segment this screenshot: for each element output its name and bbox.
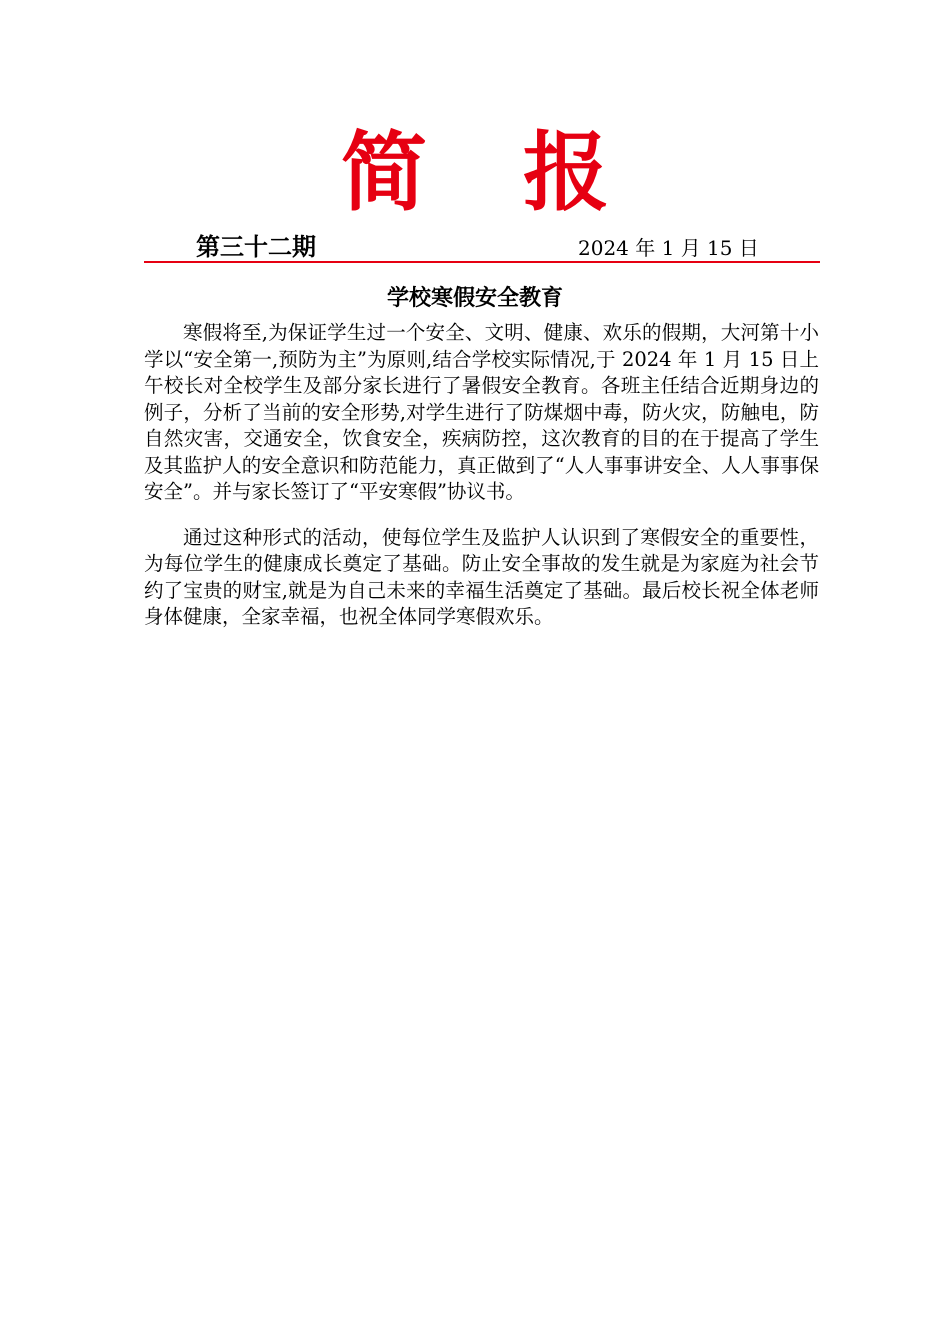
issue-number: 第三十二期 [196,233,316,261]
masthead-title [0,118,950,228]
article-paragraph-1: 寒假将至,为保证学生过一个安全、文明、健康、欢乐的假期，大河第十小学以“安全第一,预防为主”为原则,结合学校实际情况,于 2024 年 1 月 15 日上午校长对全校学生及部分家长进行了暑假安全教育。各班主任结合近期身边的例子，分析了当前的安全形势,对学生进行了防煤烟中毒，防火灾，防触电，防自然灾害，交通安全，饮食安全，疾病防控，这次教育的目的在于提高了学生及其监护人的安全意识和防范能力，真正做到了“人人事事讲安全、人人事事保安全”。并与家长签订了“平安寒假”协议书。 [144,321,819,503]
issue-line [144,232,820,262]
issue-date: 2024 年 1 月 15 日 [578,236,759,260]
header-divider [144,261,820,263]
article-title: 学校寒假安全教育 [386,286,563,311]
masthead-char-bao: 报 [523,122,609,223]
article-paragraph-2: 通过这种形式的活动，使每位学生及监护人认识到了寒假安全的重要性，为每位学生的健康成长奠定了基础。防止安全事故的发生就是为家庭为社会节约了宝贵的财宝,就是为自己未来的幸福生活奠定了基础。最后校长祝全体老师身体健康，全家幸福，也祝全体同学寒假欢乐。 [144,525,819,628]
article-body [144,320,819,631]
masthead-char-jian: 简 [341,122,427,223]
